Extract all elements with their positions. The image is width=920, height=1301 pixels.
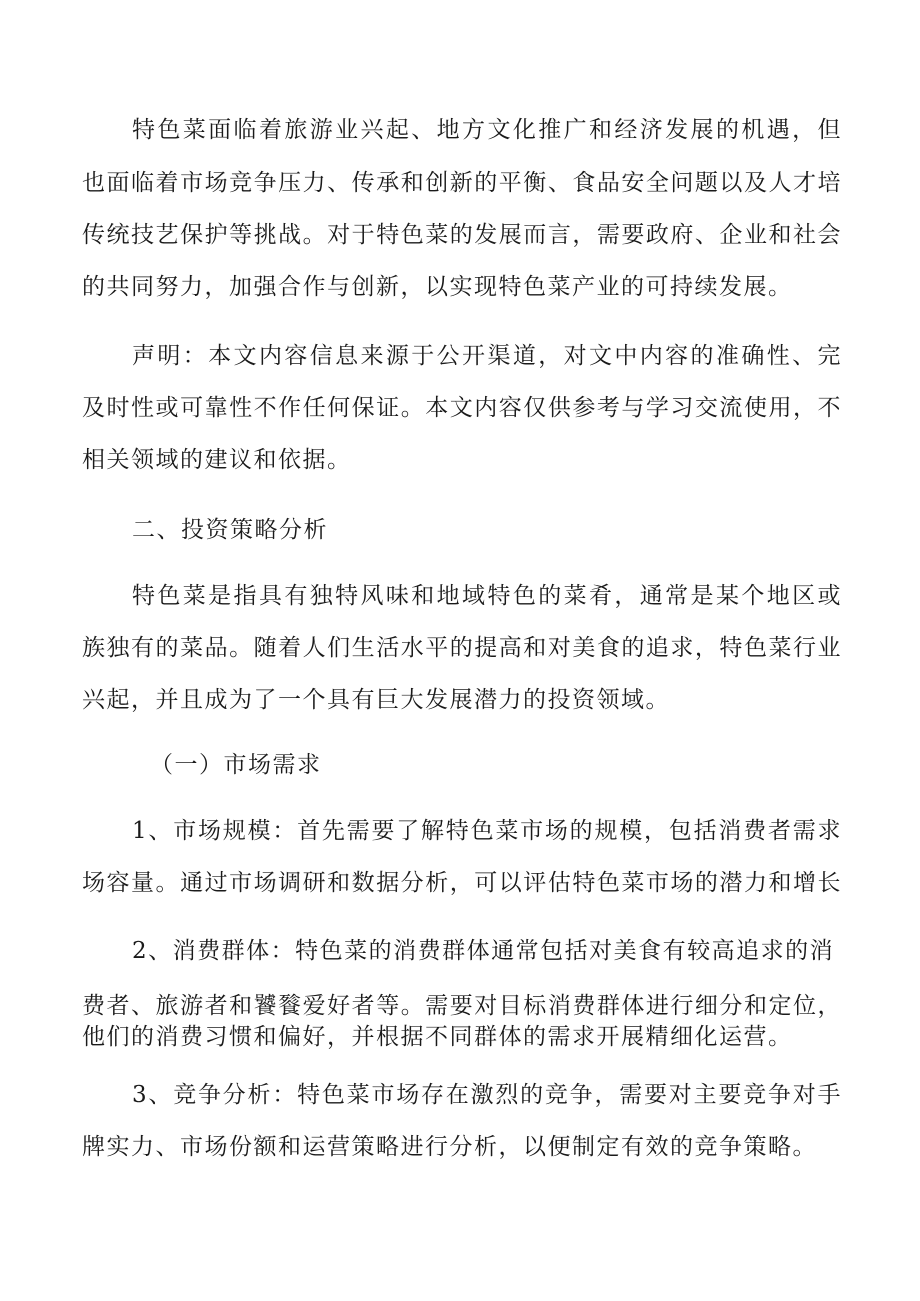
disclaimer-line-2: 及时性或可靠性不作任何保证。本文内容仅供参考与学习交流使用，不 <box>82 395 842 421</box>
item-2-line-1: 2、消费群体：特色菜的消费群体通常包括对美食有较高追求的消 <box>132 938 835 964</box>
disclaimer-line-1: 声明：本文内容信息来源于公开渠道，对文中内容的准确性、完 <box>132 343 842 369</box>
item-2-line-3: 他们的消费习惯和偏好，并根据不同群体的需求开展精细化运营。 <box>82 1024 793 1050</box>
intro-line-1: 特色菜是指具有独特风味和地域特色的菜肴，通常是某个地区或 <box>132 583 842 609</box>
section-heading: 二、投资策略分析 <box>132 517 328 543</box>
item-2-line-2: 费者、旅游者和饕餮爱好者等。需要对目标消费群体进行细分和定位， <box>82 993 842 1019</box>
item-1-line-2: 场容量。通过市场调研和数据分析，可以评估特色菜市场的潜力和增长 <box>82 870 842 896</box>
paragraph-1-line-2: 也面临着市场竞争压力、传承和创新的平衡、食品安全问题以及人才培 <box>82 170 842 196</box>
paragraph-1-line-4: 的共同努力，加强合作与创新，以实现特色菜产业的可持续发展。 <box>82 274 793 300</box>
subsection-heading: （一）市场需求 <box>150 752 322 778</box>
intro-line-3: 兴起，并且成为了一个具有巨大发展潜力的投资领域。 <box>82 687 670 713</box>
paragraph-1-line-3: 传统技艺保护等挑战。对于特色菜的发展而言，需要政府、企业和社会 <box>82 222 842 248</box>
disclaimer-line-3: 相关领域的建议和依据。 <box>82 447 352 473</box>
item-1-line-1: 1、市场规模：首先需要了解特色菜市场的规模，包括消费者需求 <box>132 818 842 844</box>
intro-line-2: 族独有的菜品。随着人们生活水平的提高和对美食的追求，特色菜行业 <box>82 635 842 661</box>
paragraph-1-line-1: 特色菜面临着旅游业兴起、地方文化推广和经济发展的机遇，但 <box>132 117 842 143</box>
item-3-line-1: 3、竞争分析：特色菜市场存在激烈的竞争，需要对主要竞争对手 <box>132 1082 842 1108</box>
item-3-line-2: 牌实力、市场份额和运营策略进行分析，以便制定有效的竞争策略。 <box>82 1134 817 1160</box>
